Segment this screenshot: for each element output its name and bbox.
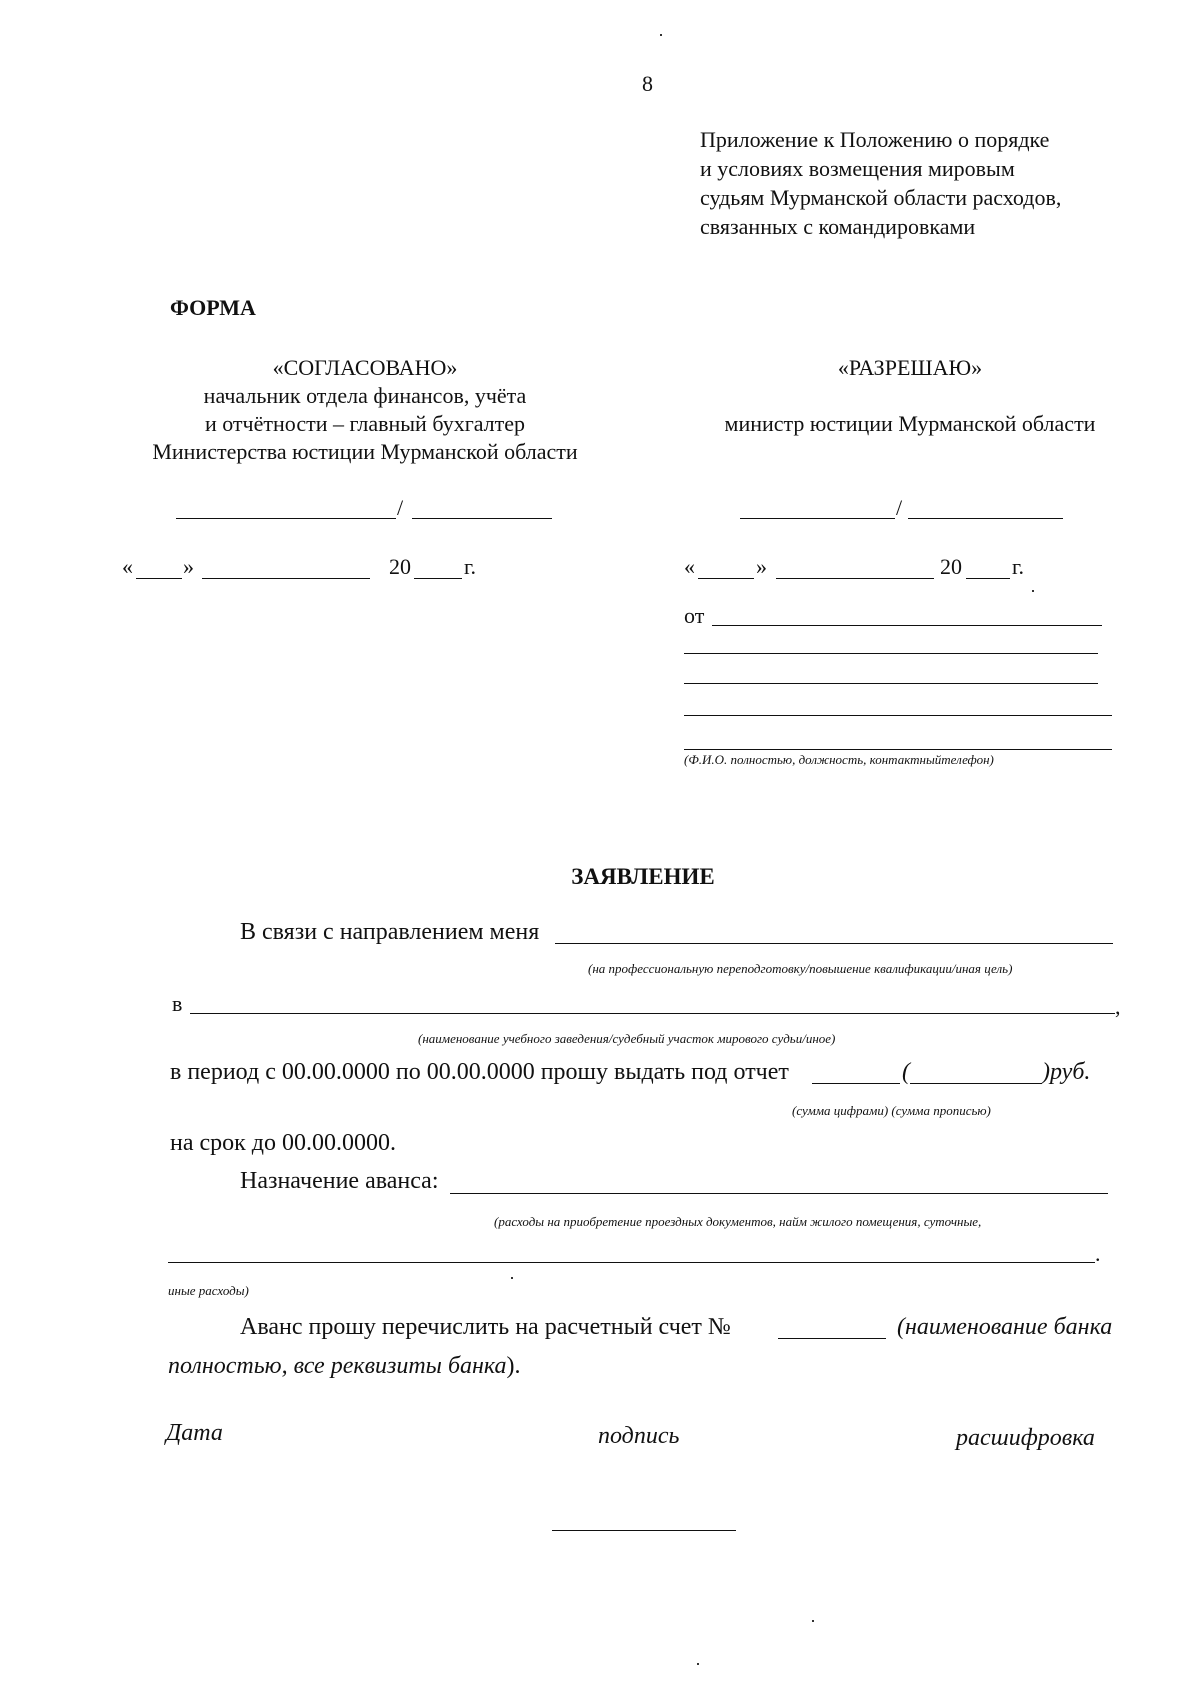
institution-field[interactable] (190, 1013, 1115, 1014)
rub-label: )руб. (1042, 1059, 1091, 1085)
appendix-note (700, 125, 1061, 241)
page-number: 8 (642, 71, 653, 96)
approval-left-quote-open: « (122, 554, 133, 579)
approval-left-heading: «СОГЛАСОВАНО» (272, 355, 458, 380)
approval-left-day-field[interactable] (136, 578, 182, 579)
approval-right-quote-open: « (684, 554, 695, 579)
intro-text: В связи с направлением меня (240, 919, 540, 945)
advance-purpose-period: . (1095, 1241, 1101, 1266)
speck (511, 1277, 513, 1279)
advance-purpose-field-2[interactable] (168, 1262, 1095, 1263)
advance-purpose-field[interactable] (450, 1193, 1108, 1194)
applicant-note: (Ф.И.О. полностью, должность, контактныйтелефон) (684, 752, 994, 767)
approval-left-line-2: и отчётности – главный бухгалтер (204, 411, 526, 436)
approval-left-year-suffix: г. (464, 554, 477, 579)
approval-right-slash: / (896, 495, 903, 520)
approval-right-quote-close: » (756, 554, 767, 579)
transfer-bank-details: полностью, все реквизиты банка (168, 1353, 507, 1379)
advance-purpose-note-2: иные расходы) (168, 1283, 249, 1298)
applicant-line-4[interactable] (684, 715, 1112, 716)
term-text: на срок до 00.00.0000. (170, 1130, 397, 1156)
speck (1032, 590, 1034, 592)
approval-left-year-field[interactable] (414, 578, 462, 579)
from-label: от (684, 603, 705, 628)
approval-left-name-field[interactable] (412, 518, 552, 519)
approval-left-block (110, 354, 620, 466)
applicant-line-5[interactable] (684, 749, 1112, 750)
approval-left-line-1: начальник отдела финансов, учёта (203, 383, 527, 408)
account-number-field[interactable] (778, 1338, 886, 1339)
transfer-text: Аванс прошу перечислить на расчетный счет № (240, 1314, 731, 1340)
institution-note: (наименование учебного заведения/судебный участок мирового судьи/иное) (418, 1031, 836, 1046)
document-title: ЗАЯВЛЕНИЕ (571, 864, 715, 889)
in-label: в (172, 991, 183, 1016)
applicant-line-2[interactable] (684, 653, 1098, 654)
approval-right-day-field[interactable] (698, 578, 754, 579)
bottom-rule (552, 1530, 736, 1531)
purpose-field[interactable] (555, 943, 1113, 944)
paren-open: ( (902, 1059, 910, 1085)
sum-note: (сумма цифрами) (сумма прописью) (792, 1103, 991, 1118)
transfer-bank-note: (наименование банка (897, 1314, 1113, 1340)
applicant-line-1[interactable] (712, 625, 1102, 626)
approval-right-year-prefix: 20 (940, 554, 962, 579)
appendix-line-4: связанных с командировками (700, 214, 976, 239)
appendix-line-3: судьям Мурманской области расходов, (700, 185, 1062, 210)
approval-left-month-field[interactable] (202, 578, 370, 579)
approval-right-name-field[interactable] (908, 518, 1063, 519)
signature-decode-label: расшифровка (956, 1425, 1095, 1451)
transfer-line-2 (168, 1351, 521, 1381)
speck (812, 1620, 814, 1622)
appendix-line-1: Приложение к Положению о порядке (700, 127, 1050, 152)
approval-right-heading: «РАЗРЕШАЮ» (837, 355, 983, 380)
transfer-line-2-end: ). (506, 1353, 521, 1379)
form-label: ФОРМА (170, 295, 256, 320)
approval-right-month-field[interactable] (776, 578, 934, 579)
approval-left-quote-close: » (183, 554, 194, 579)
approval-right-sign-field[interactable] (740, 518, 895, 519)
advance-purpose-note: (расходы на приобретение проездных документов, найм жилого помещения, суточные, (494, 1214, 982, 1229)
approval-right-year-field[interactable] (966, 578, 1010, 579)
purpose-field-note: (на профессиональную переподготовку/повышение квалификации/иная цель) (588, 961, 1013, 976)
institution-comma: , (1115, 994, 1121, 1019)
approval-left-year-prefix: 20 (389, 554, 411, 579)
sum-words-field[interactable] (910, 1083, 1042, 1084)
period-text: в период с 00.00.0000 по 00.00.0000 прошу выдать под отчет (170, 1059, 789, 1085)
signature-date-label: Дата (166, 1420, 223, 1446)
sum-digits-field[interactable] (812, 1083, 900, 1084)
speck (660, 34, 662, 36)
speck (697, 1663, 699, 1665)
approval-right-line-1: министр юстиции Мурманской области (724, 411, 1096, 436)
approval-right-year-suffix: г. (1012, 554, 1025, 579)
signature-sign-label: подпись (598, 1423, 680, 1449)
appendix-line-2: и условиях возмещения мировым (700, 156, 1015, 181)
approval-left-sign-field[interactable] (176, 518, 396, 519)
applicant-line-3[interactable] (684, 683, 1098, 684)
advance-purpose-label: Назначение аванса: (240, 1168, 439, 1194)
approval-left-slash: / (397, 495, 404, 520)
approval-left-line-3: Министерства юстиции Мурманской области (152, 439, 578, 464)
